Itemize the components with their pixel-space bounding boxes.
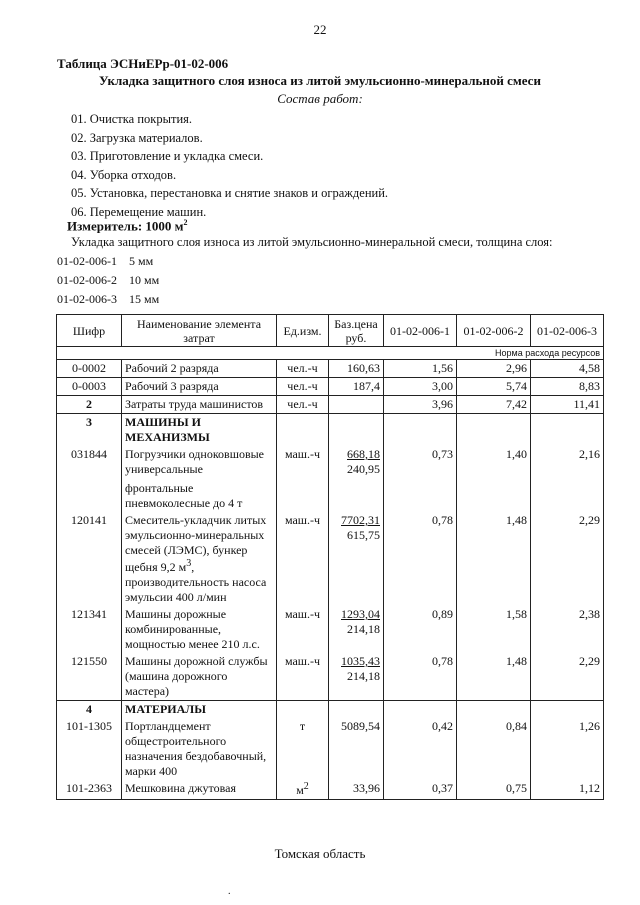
variant-item: 01-02-006-3 15 мм	[57, 292, 160, 306]
section-title: МАТЕРИАЛЫ	[122, 701, 277, 719]
cell-value: 1,40	[457, 446, 531, 512]
cell-code: 031844	[57, 446, 122, 512]
cell-price: 7702,31 615,75	[329, 512, 384, 606]
work-item: 03. Приготовление и укладка смеси.	[71, 149, 264, 163]
cell-value: 1,12	[531, 780, 604, 800]
cell-value: 2,29	[531, 653, 604, 701]
scan-dot: .	[228, 886, 231, 897]
table-row	[57, 780, 604, 800]
cell-price	[329, 396, 384, 414]
cell-value: 1,56	[384, 360, 457, 378]
cell-unit: маш.-ч	[277, 512, 329, 606]
cell-value: 2,38	[531, 606, 604, 653]
variants-list	[57, 252, 159, 309]
cell-name: Мешковина джутовая	[122, 780, 277, 800]
cell-value: 0,78	[384, 512, 457, 606]
norm-row	[57, 347, 604, 360]
table-code: Таблица ЭСНиЕРр-01-02-006	[57, 56, 229, 71]
section-title: МАШИНЫ И МЕХАНИЗМЫ	[122, 414, 277, 447]
cell-name: Машины дорожной службы (машина дорожного мастера)	[122, 653, 277, 701]
table-row	[57, 512, 604, 606]
cell-name: Погрузчики одноковшовые универсальные фронтальные пневмоколесные до 4 т	[122, 446, 277, 512]
work-item: 04. Уборка отходов.	[71, 167, 177, 182]
header-price: Баз.цена руб.	[329, 315, 384, 347]
cell-value: 3,00	[384, 378, 457, 396]
table-row	[57, 606, 604, 653]
table-row	[57, 653, 604, 701]
cell-value: 3,96	[384, 396, 457, 414]
cell-unit: маш.-ч	[277, 606, 329, 653]
variant-item: 01-02-006-2 10 мм	[57, 273, 160, 287]
work-item: 02. Загрузка материалов.	[71, 130, 203, 145]
cell-value: 1,58	[457, 606, 531, 653]
cell-code: 4	[57, 701, 122, 719]
cell-value: 2,29	[531, 512, 604, 606]
norm-label: Норма расхода ресурсов	[57, 347, 604, 360]
cell-code: 101-1305	[57, 718, 122, 780]
section-row	[57, 414, 604, 447]
cell-value: 0,73	[384, 446, 457, 512]
cell-code: 2	[57, 396, 122, 414]
work-item: 05. Установка, перестановка и снятие знаков и ограждений.	[71, 186, 389, 200]
section-row	[57, 701, 604, 719]
cell-price: 160,63	[329, 360, 384, 378]
cell-name: Портландцемент общестроительного назначения бездобавочный, марки 400	[122, 718, 277, 780]
cell-code: 0-0002	[57, 360, 122, 378]
cell-value: 5,74	[457, 378, 531, 396]
resources-table	[56, 314, 604, 800]
cell-unit: $м^2$	[277, 780, 329, 800]
cell-unit: т	[277, 718, 329, 780]
table-title: Укладка защитного слоя износа из литой эмульсионно-минеральной смеси	[99, 73, 541, 88]
cell-code: 0-0003	[57, 378, 122, 396]
cell-value: 1,48	[457, 653, 531, 701]
page-number: 22	[313, 22, 327, 37]
works-list	[71, 110, 388, 221]
header-code: Шифр	[57, 315, 122, 347]
cell-code: 121341	[57, 606, 122, 653]
cell-value: 1,26	[531, 718, 604, 780]
table-row	[57, 446, 604, 512]
meter-label: Измеритель: 1000 $м^2$	[67, 218, 188, 234]
cell-price: 668,18 240,95	[329, 446, 384, 512]
cell-value: 0,75	[457, 780, 531, 800]
works-heading: Состав работ:	[277, 91, 363, 106]
cell-code: 3	[57, 414, 122, 447]
cell-unit: маш.-ч	[277, 653, 329, 701]
cell-value: 7,42	[457, 396, 531, 414]
variant-item: 01-02-006-1 5 мм	[57, 254, 154, 268]
cell-value: 2,16	[531, 446, 604, 512]
intro-text: Укладка защитного слоя износа из литой эмульсионно-минеральной смеси, толщина слоя:	[71, 235, 553, 249]
footer-region: Томская область	[274, 846, 366, 861]
cell-unit: маш.-ч	[277, 446, 329, 512]
cell-price: 33,96	[329, 780, 384, 800]
cell-name: Смеситель-укладчик литых эмульсионно-минеральных смесей (ЛЭМС), бункер щебня 9,2 $м^3$, производительность насоса эмульсии 400 л/мин	[122, 512, 277, 606]
header-col3: 01-02-006-3	[531, 315, 604, 347]
cell-name: Рабочий 3 разряда	[122, 378, 277, 396]
table-row	[57, 378, 604, 396]
work-item: 06. Перемещение машин.	[71, 204, 207, 219]
cell-value: 11,41	[531, 396, 604, 414]
cell-unit: чел.-ч	[277, 396, 329, 414]
cell-price: 187,4	[329, 378, 384, 396]
cell-value: 2,96	[457, 360, 531, 378]
cell-value: 0,84	[457, 718, 531, 780]
cell-price: 1035,43 214,18	[329, 653, 384, 701]
cell-value: 0,89	[384, 606, 457, 653]
cell-unit: чел.-ч	[277, 360, 329, 378]
cell-value: 8,83	[531, 378, 604, 396]
header-unit: Ед.изм.	[277, 315, 329, 347]
table-row	[57, 718, 604, 780]
cell-value: 0,42	[384, 718, 457, 780]
cell-name: Затраты труда машинистов	[122, 396, 277, 414]
cell-code: 121550	[57, 653, 122, 701]
table-header	[57, 315, 604, 347]
cell-value: 4,58	[531, 360, 604, 378]
table-row	[57, 360, 604, 378]
cell-price: 5089,54	[329, 718, 384, 780]
cell-value: 0,37	[384, 780, 457, 800]
header-name: Наименование элемента затрат	[122, 315, 277, 347]
cell-code: 120141	[57, 512, 122, 606]
cell-price: 1293,04 214,18	[329, 606, 384, 653]
cell-name: Рабочий 2 разряда	[122, 360, 277, 378]
header-col2: 01-02-006-2	[457, 315, 531, 347]
cell-name: Машины дорожные комбинированные, мощностью менее 210 л.с.	[122, 606, 277, 653]
cell-value: 1,48	[457, 512, 531, 606]
work-item: 01. Очистка покрытия.	[71, 112, 193, 126]
table-row	[57, 396, 604, 414]
cell-value: 0,78	[384, 653, 457, 701]
header-col1: 01-02-006-1	[384, 315, 457, 347]
cell-code: 101-2363	[57, 780, 122, 800]
cell-unit: чел.-ч	[277, 378, 329, 396]
